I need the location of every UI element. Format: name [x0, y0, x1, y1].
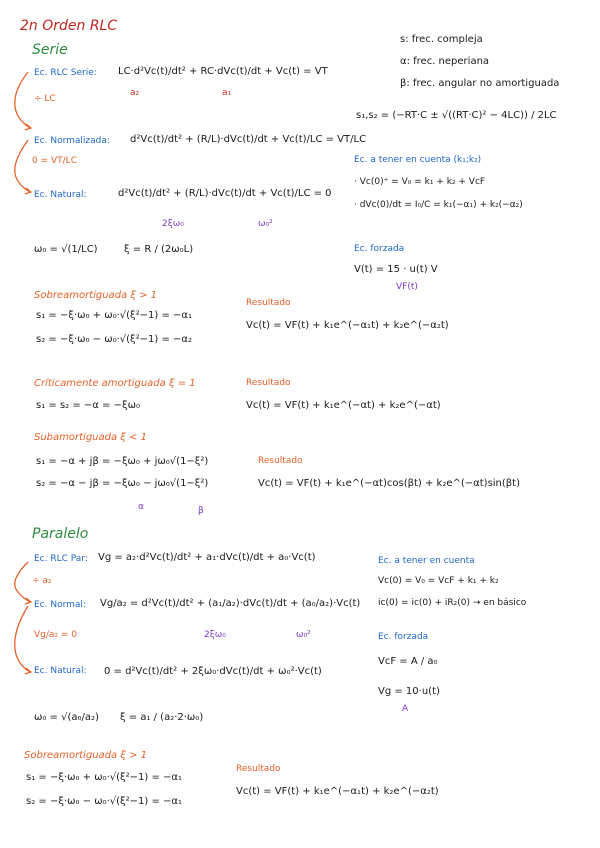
serie-initial-2: · dVc(0)/dt = I₀/C = k₁(−α₁) + k₂(−α₂): [354, 200, 523, 210]
serie-ec-rlc-label: Ec. RLC Serie:: [34, 68, 97, 78]
serie-2xiw0-annot: 2ξω₀: [162, 219, 184, 229]
page-title: 2n Orden RLC: [20, 18, 118, 34]
serie-critico-s: s₁ = s₂ = −α = −ξω₀: [36, 400, 140, 411]
serie-a2-annot: a₂: [130, 88, 140, 98]
paralelo-zero-annot: Vg/a₂ = 0: [34, 630, 78, 640]
paralelo-heading: Paralelo: [32, 526, 89, 542]
serie-ec-nat-eq: d²Vc(t)/dt² + (R/L)·dVc(t)/dt + Vc(t)/LC = 0: [118, 188, 332, 199]
serie-forzada-annot: VF(t): [396, 282, 418, 292]
serie-sub-res-label: Resultado: [258, 456, 303, 466]
serie-sub-s2: s₂ = −α − jβ = −ξω₀ − jω₀√(1−ξ²): [36, 478, 209, 489]
serie-divide-annot: ÷ LC: [34, 94, 56, 104]
serie-ec-norm-label: Ec. Normalizada:: [34, 136, 110, 146]
legend-beta: β: frec. angular no amortiguada: [400, 78, 560, 89]
paralelo-xi: ξ = a₁ / (a₂·2·ω₀): [120, 712, 204, 723]
serie-sub-res: Vc(t) = VF(t) + k₁e^(−αt)cos(βt) + k₂e^(−αt)sin(βt): [258, 478, 521, 489]
serie-sobre-head: Sobreamortiguada ξ > 1: [34, 290, 158, 301]
paralelo-ec-rlc-label: Ec. RLC Par:: [34, 554, 88, 564]
serie-sub-s1: s₁ = −α + jβ = −ξω₀ + jω₀√(1−ξ²): [36, 456, 209, 467]
paralelo-2xiw0-annot: 2ξω₀: [204, 630, 226, 640]
serie-initial-head: Ec. a tener en cuenta (k₁;k₂): [354, 155, 482, 165]
serie-ec-nat-label: Ec. Natural:: [34, 190, 87, 200]
serie-sub-alpha: α: [138, 502, 144, 512]
serie-omega: ω₀ = √(1/LC): [34, 244, 98, 255]
serie-ec-norm-eq: d²Vc(t)/dt² + (R/L)·dVc(t)/dt + Vc(t)/LC = VT/LC: [130, 134, 367, 145]
paralelo-omega: ω₀ = √(a₀/a₂): [34, 712, 99, 723]
serie-critico-head: Críticamente amortiguada ξ = 1: [34, 378, 196, 389]
paralelo-initial-2: ic(0) = ic(0) + iR₂(0) → en básico: [378, 598, 527, 608]
paralelo-sobre-s1: s₁ = −ξ·ω₀ + ω₀·√(ξ²−1) = −α₁: [26, 772, 182, 783]
serie-sobre-res-label: Resultado: [246, 298, 291, 308]
serie-critico-res: Vc(t) = VF(t) + k₁e^(−αt) + k₂e^(−αt): [246, 400, 441, 411]
serie-sub-beta: β: [198, 506, 204, 516]
paralelo-sobre-res-label: Resultado: [236, 764, 281, 774]
paralelo-forzada-1: VcF = A / a₀: [378, 656, 438, 667]
paralelo-forzada-2: Vg = 10·u(t): [378, 686, 440, 697]
paralelo-forzada-annot: A: [402, 704, 409, 714]
paralelo-divide-annot: ÷ a₂: [32, 576, 52, 586]
serie-zero-annot: 0 = VT/LC: [32, 156, 77, 166]
paralelo-w0sq-annot: ω₀²: [296, 630, 311, 640]
serie-forzada: V(t) = 15 · u(t) V: [354, 264, 438, 275]
serie-critico-res-label: Resultado: [246, 378, 291, 388]
paralelo-ec-rlc-eq: Vg = a₂·d²Vc(t)/dt² + a₁·dVc(t)/dt + a₀·Vc(t): [98, 552, 316, 563]
paralelo-initial-1: Vc(0) = V₀ = VcF + k₁ + k₂: [378, 576, 499, 586]
serie-sobre-s2: s₂ = −ξ·ω₀ − ω₀·√(ξ²−1) = −α₂: [36, 334, 192, 345]
serie-forzada-head: Ec. forzada: [354, 244, 405, 254]
paralelo-sobre-res: Vc(t) = VF(t) + k₁e^(−α₁t) + k₂e^(−α₂t): [236, 786, 439, 797]
serie-sobre-res: Vc(t) = VF(t) + k₁e^(−α₁t) + k₂e^(−α₂t): [246, 320, 449, 331]
paralelo-ec-norm-label: Ec. Normal:: [34, 600, 86, 610]
paralelo-initial-head: Ec. a tener en cuenta: [378, 556, 475, 566]
paralelo-ec-norm-eq: Vg/a₂ = d²Vc(t)/dt² + (a₁/a₂)·dVc(t)/dt + (a₀/a₂)·Vc(t): [100, 598, 361, 609]
serie-w0sq-annot: ω₀²: [258, 219, 273, 229]
serie-a1-annot: a₁: [222, 88, 232, 98]
legend-s: s: frec. compleja: [400, 34, 483, 45]
legend-alpha: α: frec. neperiana: [400, 56, 490, 67]
serie-roots: s₁,s₂ = (−RT·C ± √((RT·C)² − 4LC)) / 2LC: [356, 110, 557, 121]
paralelo-ec-nat-label: Ec. Natural:: [34, 666, 87, 676]
serie-initial-1: · Vc(0)⁺ = V₀ = k₁ + k₂ + VcF: [354, 177, 486, 187]
paralelo-sobre-s2: s₂ = −ξ·ω₀ − ω₀·√(ξ²−1) = −α₁: [26, 796, 182, 807]
serie-heading: Serie: [32, 42, 68, 58]
serie-xi: ξ = R / (2ω₀L): [124, 244, 194, 255]
paralelo-ec-nat-eq: 0 = d²Vc(t)/dt² + 2ξω₀·dVc(t)/dt + ω₀²·Vc(t): [104, 666, 322, 677]
paralelo-forzada-head: Ec. forzada: [378, 632, 429, 642]
serie-sobre-s1: s₁ = −ξ·ω₀ + ω₀·√(ξ²−1) = −α₁: [36, 310, 192, 321]
serie-ec-rlc-eq: LC·d²Vc(t)/dt² + RC·dVc(t)/dt + Vc(t) = VT: [118, 66, 328, 77]
paralelo-sobre-head: Sobreamortiguada ξ > 1: [24, 750, 148, 761]
serie-sub-head: Subamortiguada ξ < 1: [34, 432, 147, 443]
